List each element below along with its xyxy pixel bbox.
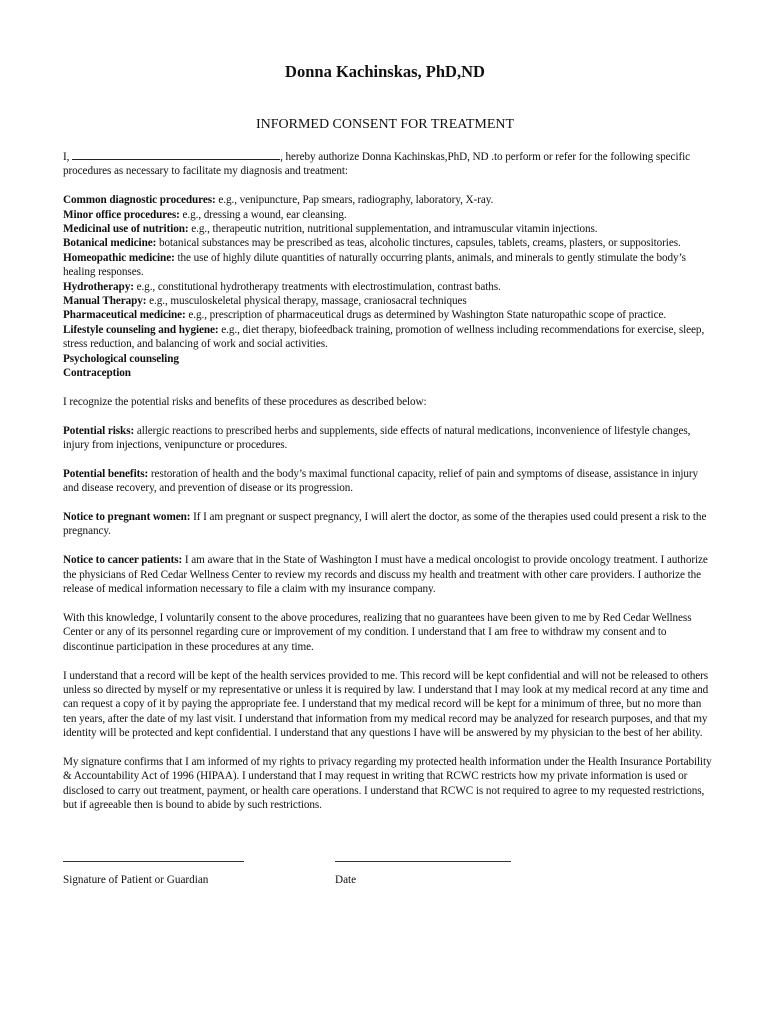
procedure-label: Psychological counseling bbox=[63, 352, 179, 365]
cancer-notice-label: Notice to cancer patients: bbox=[63, 554, 183, 567]
benefits-text: restoration of health and the body’s maximal functional capacity, relief of pain and symptoms of disease, assistance in injury and disease recovery, and prevention of disease or its progression. bbox=[63, 467, 699, 495]
pregnant-notice-label: Notice to pregnant women: bbox=[63, 511, 191, 524]
procedure-item bbox=[63, 366, 713, 380]
signature-line[interactable] bbox=[63, 861, 244, 862]
pregnant-notice-text: If I am pregnant or suspect pregnancy, I will alert the doctor, as some of the therapies used could present a risk to the pregnancy. bbox=[63, 511, 707, 538]
procedure-label: Medicinal use of nutrition: bbox=[63, 223, 189, 236]
form-body bbox=[63, 149, 713, 813]
doctor-name-title: Donna Kachinskas, PhD,ND bbox=[285, 62, 485, 81]
procedures-list bbox=[63, 193, 713, 380]
intro-suffix: , hereby authorize Donna Kachinskas,PhD, ND .to perform or refer for the following specific procedures as necessary to facilitate my diagnosis and treatment: bbox=[63, 151, 691, 178]
form-subtitle: INFORMED CONSENT FOR TREATMENT bbox=[255, 117, 515, 132]
procedure-item bbox=[63, 294, 713, 308]
procedure-text: e.g., therapeutic nutrition, nutritional supplementation, and intramuscular vitamin injections. bbox=[188, 223, 598, 236]
procedure-label: Homeopathic medicine: bbox=[63, 251, 175, 264]
procedure-text: botanical substances may be prescribed as teas, alcoholic tinctures, capsules, tablets, creams, plasters, or suppositories. bbox=[156, 237, 681, 250]
voluntary-consent-paragraph: With this knowledge, I voluntarily consent to the above procedures, realizing that no guarantees have been given to me by Red Cedar Wellness Center or any of its personnel regarding cure or improvement of my condition. I understand that I am free to withdraw my consent and to discontinue participation in these procedures at any time. bbox=[63, 611, 692, 653]
signature-label: Signature of Patient or Guardian bbox=[63, 874, 209, 886]
procedure-text: e.g., musculoskeletal physical therapy, massage, craniosacral techniques bbox=[146, 295, 467, 308]
procedure-item bbox=[63, 222, 713, 236]
procedure-label: Pharmaceutical medicine: bbox=[63, 309, 186, 322]
intro-prefix: I, bbox=[63, 151, 70, 163]
risks-paragraph bbox=[63, 424, 713, 453]
procedure-item bbox=[63, 323, 713, 352]
procedure-text: e.g., constitutional hydrotherapy treatments with electrostimulation, contrast baths. bbox=[133, 280, 501, 293]
cancer-notice-text: I am aware that in the State of Washington I must have a medical oncologist to provide oncology treatment. I authorize the physicians of Red Cedar Wellness Center to review my records and discuss my health and treatment with other care providers. I authorize the release of medical information necessary to file a claim with my insurance company. bbox=[63, 554, 708, 596]
risks-label: Potential risks: bbox=[63, 424, 135, 437]
procedure-item bbox=[63, 352, 713, 366]
hipaa-paragraph: My signature confirms that I am informed of my rights to privacy regarding my protected health information under the Health Insurance Portability & Accountability Act of 1996 (HIPAA). I understand that I may request in writing that RCWC restricts how my private information is used or disclosed to carry out treatment, payment, or health care operations. I understand that RCWC is not required to agree to my requested restrictions, but if agreeable then is bound to abide by such restrictions. bbox=[63, 755, 712, 812]
procedure-item bbox=[63, 236, 713, 250]
procedure-text: the use of highly dilute quantities of naturally occurring plants, animals, and minerals to gently stimulate the body’s healing responses. bbox=[63, 251, 686, 279]
pregnant-notice-paragraph bbox=[63, 510, 713, 539]
procedure-item bbox=[63, 280, 713, 294]
procedure-label: Hydrotherapy: bbox=[63, 280, 134, 293]
procedure-label: Minor office procedures: bbox=[63, 208, 180, 221]
cancer-notice-paragraph bbox=[63, 553, 713, 596]
procedure-text: e.g., prescription of pharmaceutical drugs as determined by Washington State naturopathic scope of practice. bbox=[185, 309, 667, 322]
authorization-paragraph bbox=[63, 149, 713, 179]
date-line[interactable] bbox=[335, 861, 511, 862]
procedure-label: Lifestyle counseling and hygiene: bbox=[63, 323, 219, 336]
procedure-item bbox=[63, 208, 713, 222]
procedure-label: Common diagnostic procedures: bbox=[63, 194, 216, 207]
recognize-paragraph: I recognize the potential risks and benefits of these procedures as described below: bbox=[63, 395, 427, 408]
procedure-text: e.g., diet therapy, biofeedback training, promotion of wellness including recommendations for exercise, sleep, stress reduction, and balancing of work and social activities. bbox=[63, 323, 705, 351]
patient-name-blank[interactable] bbox=[72, 149, 280, 160]
date-label: Date bbox=[335, 874, 357, 886]
benefits-label: Potential benefits: bbox=[63, 467, 149, 480]
procedure-item bbox=[63, 193, 713, 207]
risks-text: allergic reactions to prescribed herbs and supplements, side effects of natural medications, inconvenience of lifestyle changes, injury from injections, venipuncture or procedures. bbox=[63, 424, 691, 452]
procedure-item bbox=[63, 251, 713, 280]
procedure-item bbox=[63, 308, 713, 322]
procedure-label: Contraception bbox=[63, 367, 131, 380]
procedure-label: Botanical medicine: bbox=[63, 237, 157, 250]
procedure-label: Manual Therapy: bbox=[63, 295, 147, 308]
benefits-paragraph bbox=[63, 467, 713, 496]
procedure-text: e.g., dressing a wound, ear cleansing. bbox=[179, 208, 347, 221]
procedure-text: e.g., venipuncture, Pap smears, radiography, laboratory, X-ray. bbox=[215, 194, 494, 207]
medical-record-paragraph: I understand that a record will be kept of the health services provided to me. This record will be kept confidential and will not be released to others unless so directed by myself or my representative or unless it is required by law. I understand that I may look at my medical record at any time and can request a copy of it by paying the appropriate fee. I understand that my medical record will be kept for a minimum of three, but no more than ten years, after the date of my last visit. I understand that information from my medical record may be analyzed for research purposes, and that my identity will be protected and kept confidential. I understand that any questions I have will be answered by my physician to the best of her ability. bbox=[63, 669, 709, 740]
